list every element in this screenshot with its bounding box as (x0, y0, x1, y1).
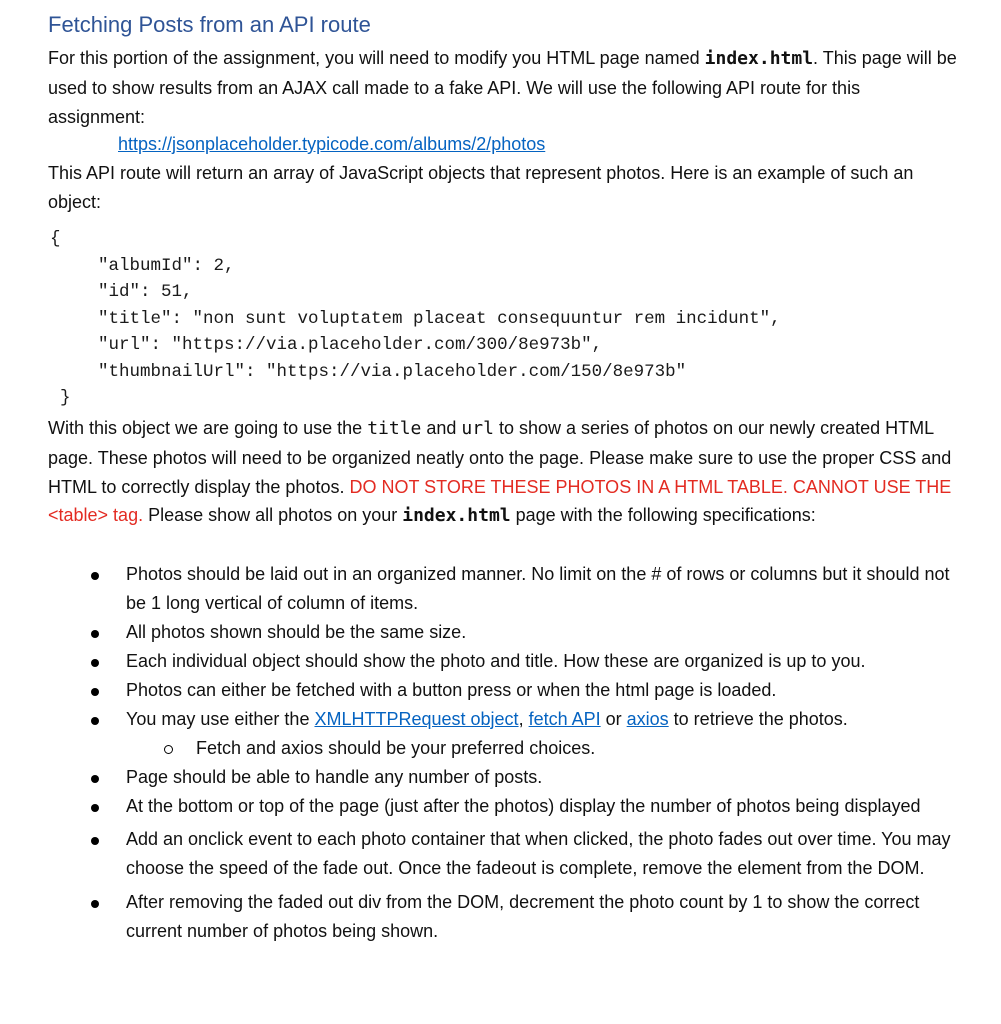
list-item-text: Each individual object should show the photo and title. How these are organized is up to you. (126, 650, 866, 671)
code-close-brace: } (60, 388, 71, 408)
usage-text-3: Please show all photos on your (143, 505, 403, 526)
list-item (48, 647, 968, 676)
list-item-text: Photos can either be fetched with a button press or when the html page is loaded. (126, 679, 777, 700)
table-warning: DO NOT STORE THESE PHOTOS IN A HTML TABLE. CANNOT USE THE <table> tag. (48, 476, 952, 526)
list-item-text: Add an onclick event to each photo container that when clicked, the photo fades out over time. You may choose the speed of the fade out. Once the fadeout is complete, remove the element from the DOM. (126, 829, 951, 879)
list-item-text: At the bottom or top of the page (just after the photos) display the number of photos being displayed (126, 795, 921, 816)
section-heading: Fetching Posts from an API route (48, 12, 371, 37)
api-url-line (118, 130, 545, 159)
list-item (48, 618, 968, 647)
filename-code-2: index.html (402, 505, 511, 527)
intro-text-2: . This page will be used to show results from an AJAX call made to a fake API. We will use the following API route for this assignment: (48, 48, 957, 127)
bullet-icon (91, 630, 99, 638)
intro-paragraph (48, 44, 958, 131)
bullet-icon (91, 717, 99, 725)
code-open-brace: { (50, 229, 61, 249)
bullet-icon (91, 804, 99, 812)
list-item-text: Fetch and axios should be your preferred choices. (196, 737, 596, 758)
list-item (48, 825, 968, 883)
axios-link[interactable]: axios (626, 708, 669, 729)
code-line-title: "title": "non sunt voluptatem placeat consequuntur rem incidunt", (98, 308, 781, 329)
intro-text-1: For this portion of the assignment, you will need to modify you HTML page named (48, 48, 705, 68)
usage-paragraph (48, 414, 960, 531)
list-item-text: Page should be able to handle any number of posts. (126, 766, 543, 787)
list-item (48, 676, 968, 705)
list-item-text: Photos should be laid out in an organized manner. No limit on the # of rows or columns but it should not be 1 long vertical of column of items. (126, 564, 950, 613)
bullet-icon (91, 572, 99, 580)
list-item (48, 888, 968, 946)
code-line-url: "url": "https://via.placeholder.com/300/8e973b", (98, 335, 603, 355)
bullet-icon (91, 659, 99, 667)
sub-list-item (48, 734, 968, 763)
list-item (48, 705, 968, 734)
list-item (48, 792, 968, 821)
example-intro-paragraph: This API route will return an array of JavaScript objects that represent photos. Here is an example of such an object: (48, 163, 914, 212)
code-line-thumbnail: "thumbnailUrl": "https://via.placeholder.com/150/8e973b" (98, 361, 687, 382)
list-item-text: to retrieve the photos. (668, 708, 848, 729)
url-field-code: url (461, 418, 494, 439)
fetch-api-link[interactable]: fetch API (528, 708, 601, 729)
api-url-link[interactable]: https://jsonplaceholder.typicode.com/albums/2/photos (118, 134, 546, 154)
hollow-bullet-icon (164, 745, 173, 754)
code-line-album-id: "albumId": 2, (98, 255, 235, 276)
code-line-id: "id": 51, (98, 282, 193, 302)
filename-code: index.html (704, 48, 814, 69)
usage-text-4: page with the following specifications: (510, 505, 816, 526)
list-item-text: You may use either the (126, 708, 315, 729)
bullet-icon (91, 900, 99, 908)
usage-and: and (421, 418, 462, 438)
code-example (48, 226, 781, 412)
bullet-icon (91, 837, 99, 845)
title-field-code: title (367, 418, 422, 439)
bullet-icon (91, 688, 99, 696)
list-item (48, 763, 968, 792)
list-item-text: All photos shown should be the same size. (126, 621, 467, 642)
bullet-icon (91, 775, 99, 783)
list-item (48, 560, 968, 618)
separator: or (600, 708, 627, 729)
separator: , (518, 708, 529, 729)
specifications-list (48, 560, 968, 946)
xmlhttprequest-link[interactable]: XMLHTTPRequest object (314, 708, 519, 729)
usage-text-1: With this object we are going to use the (48, 418, 368, 438)
usage-text-2: to show a series of photos on our newly created HTML page. These photos will need to be organized neatly onto the page. Please make sure to use the proper CSS and HTML to correctly display the photos. (48, 418, 952, 497)
list-item-text: After removing the faded out div from the DOM, decrement the photo count by 1 to show the correct current number of photos being shown. (126, 892, 920, 941)
